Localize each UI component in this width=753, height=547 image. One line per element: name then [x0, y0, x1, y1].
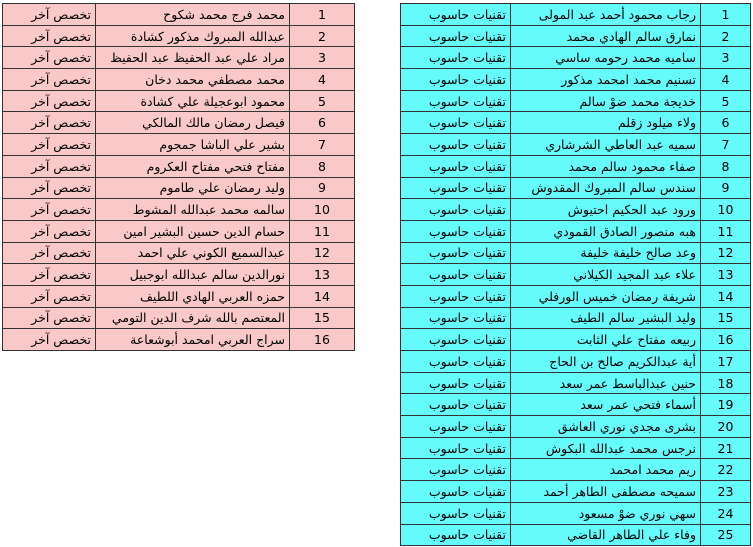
student-name-cell: هبه منصور الصادق القمودي [511, 220, 701, 242]
specialization-cell: تقنيات حاسوب [401, 134, 511, 156]
row-number-cell: 23 [701, 481, 751, 503]
table-row [401, 134, 751, 156]
table-row [401, 4, 751, 26]
student-name-cell: حنين عبدالباسط عمر سعد [511, 372, 701, 394]
student-name-cell: المعتصم بالله شرف الدين التومي [96, 307, 290, 329]
row-number-cell: 4 [290, 69, 355, 91]
student-name-cell: سهي نوري ضوْ مسعود [511, 502, 701, 524]
specialization-cell: تخصص آخر [3, 4, 96, 26]
student-name-cell: فيصل رمضان مالك المالكي [96, 112, 290, 134]
table-row [3, 90, 355, 112]
student-name-cell: بشرى مجدي نوري العاشق [511, 416, 701, 438]
row-number-cell: 11 [701, 220, 751, 242]
student-name-cell: وليد البشير سالم الطيف [511, 307, 701, 329]
table-row [401, 220, 751, 242]
table-row [401, 481, 751, 503]
table-row [401, 177, 751, 199]
specialization-cell: تخصص آخر [3, 307, 96, 329]
table-row [401, 155, 751, 177]
student-name-cell: ولاء ميلود زقلم [511, 112, 701, 134]
row-number-cell: 16 [290, 329, 355, 351]
table-body [401, 4, 751, 546]
row-number-cell: 20 [701, 416, 751, 438]
specialization-cell: تخصص آخر [3, 25, 96, 47]
table-row [401, 437, 751, 459]
table-row [3, 155, 355, 177]
student-name-cell: محمد فرج محمد شكوح [96, 4, 290, 26]
student-name-cell: صفاء محمود سالم محمد [511, 155, 701, 177]
student-name-cell: ريم محمد امحمد [511, 459, 701, 481]
specialization-cell: تقنيات حاسوب [401, 481, 511, 503]
other-specialization-table [2, 3, 355, 351]
specialization-cell: تقنيات حاسوب [401, 112, 511, 134]
row-number-cell: 19 [701, 394, 751, 416]
specialization-cell: تخصص آخر [3, 220, 96, 242]
table-row [3, 47, 355, 69]
table-row [401, 416, 751, 438]
student-name-cell: محمد مصطفي محمد دخان [96, 69, 290, 91]
student-name-cell: عبدالسميع الكوني علي احمد [96, 242, 290, 264]
row-number-cell: 25 [701, 524, 751, 546]
student-name-cell: خديجة محمد ضوْ سالم [511, 90, 701, 112]
table-row [401, 372, 751, 394]
row-number-cell: 10 [701, 199, 751, 221]
row-number-cell: 9 [701, 177, 751, 199]
row-number-cell: 9 [290, 177, 355, 199]
row-number-cell: 15 [290, 307, 355, 329]
specialization-cell: تقنيات حاسوب [401, 25, 511, 47]
specialization-cell: تخصص آخر [3, 47, 96, 69]
row-number-cell: 22 [701, 459, 751, 481]
table-row [3, 220, 355, 242]
table-row [3, 69, 355, 91]
table-body [3, 4, 355, 351]
specialization-cell: تخصص آخر [3, 134, 96, 156]
row-number-cell: 1 [290, 4, 355, 26]
row-number-cell: 11 [290, 220, 355, 242]
row-number-cell: 2 [701, 25, 751, 47]
specialization-cell: تقنيات حاسوب [401, 459, 511, 481]
specialization-cell: تقنيات حاسوب [401, 264, 511, 286]
row-number-cell: 10 [290, 199, 355, 221]
row-number-cell: 6 [701, 112, 751, 134]
specialization-cell: تقنيات حاسوب [401, 437, 511, 459]
student-name-cell: نمارق سالم الهادي محمد [511, 25, 701, 47]
table-row [401, 25, 751, 47]
row-number-cell: 12 [701, 242, 751, 264]
specialization-cell: تخصص آخر [3, 285, 96, 307]
row-number-cell: 18 [701, 372, 751, 394]
student-name-cell: عبدالله المبروك مذكور كشادة [96, 25, 290, 47]
student-name-cell: سميه عبد العاطي الشرشاري [511, 134, 701, 156]
row-number-cell: 3 [701, 47, 751, 69]
specialization-cell: تقنيات حاسوب [401, 220, 511, 242]
table-row [401, 112, 751, 134]
table-row [401, 524, 751, 546]
table-row [401, 329, 751, 351]
specialization-cell: تخصص آخر [3, 242, 96, 264]
table-row [401, 394, 751, 416]
specialization-cell: تقنيات حاسوب [401, 351, 511, 373]
row-number-cell: 17 [701, 351, 751, 373]
student-name-cell: وعد صالح خليفة خليفة [511, 242, 701, 264]
row-number-cell: 8 [701, 155, 751, 177]
specialization-cell: تقنيات حاسوب [401, 416, 511, 438]
row-number-cell: 12 [290, 242, 355, 264]
specialization-cell: تخصص آخر [3, 199, 96, 221]
specialization-cell: تقنيات حاسوب [401, 394, 511, 416]
row-number-cell: 14 [701, 285, 751, 307]
student-name-cell: أية عبدالكريم صالح بن الحاج [511, 351, 701, 373]
specialization-cell: تخصص آخر [3, 69, 96, 91]
specialization-cell: تقنيات حاسوب [401, 177, 511, 199]
row-number-cell: 7 [701, 134, 751, 156]
table-row [401, 199, 751, 221]
table-row [3, 307, 355, 329]
table-row [3, 329, 355, 351]
specialization-cell: تقنيات حاسوب [401, 199, 511, 221]
computer-tech-table [400, 3, 751, 546]
student-name-cell: وفاء علي الطاهر القاضي [511, 524, 701, 546]
student-name-cell: نرجس محمد عبدالله البكوش [511, 437, 701, 459]
specialization-cell: تقنيات حاسوب [401, 524, 511, 546]
specialization-cell: تقنيات حاسوب [401, 372, 511, 394]
student-name-cell: أسماء فتحي عمر سعد [511, 394, 701, 416]
specialization-cell: تخصص آخر [3, 329, 96, 351]
table-row [3, 242, 355, 264]
student-name-cell: سالمه محمد عبدالله المشوط [96, 199, 290, 221]
table-row [401, 307, 751, 329]
table-row [401, 502, 751, 524]
row-number-cell: 8 [290, 155, 355, 177]
student-name-cell: سميحه مصطفى الطاهر أحمد [511, 481, 701, 503]
table-row [3, 264, 355, 286]
specialization-cell: تقنيات حاسوب [401, 47, 511, 69]
student-name-cell: ساميه محمد رحومه ساسي [511, 47, 701, 69]
student-name-cell: تسنيم محمد امحمد مذكور [511, 69, 701, 91]
table-row [3, 199, 355, 221]
specialization-cell: تقنيات حاسوب [401, 285, 511, 307]
row-number-cell: 24 [701, 502, 751, 524]
specialization-cell: تخصص آخر [3, 264, 96, 286]
table-row [401, 47, 751, 69]
row-number-cell: 4 [701, 69, 751, 91]
student-name-cell: سراج العربي امحمد أبوشعاعة [96, 329, 290, 351]
student-name-cell: بشير علي الباشا جمجوم [96, 134, 290, 156]
row-number-cell: 1 [701, 4, 751, 26]
table-row [401, 69, 751, 91]
table-row [3, 285, 355, 307]
row-number-cell: 7 [290, 134, 355, 156]
specialization-cell: تخصص آخر [3, 155, 96, 177]
student-name-cell: شريفة رمضان خميس الورفلي [511, 285, 701, 307]
specialization-cell: تخصص آخر [3, 112, 96, 134]
table-row [401, 242, 751, 264]
table-row [3, 177, 355, 199]
specialization-cell: تقنيات حاسوب [401, 90, 511, 112]
student-name-cell: محمود ابوعجيلة علي كشادة [96, 90, 290, 112]
student-name-cell: حسام الدين حسين البشير امين [96, 220, 290, 242]
specialization-cell: تخصص آخر [3, 90, 96, 112]
student-name-cell: سندس سالم المبروك المقدوش [511, 177, 701, 199]
row-number-cell: 21 [701, 437, 751, 459]
table-row [401, 90, 751, 112]
student-name-cell: علاء عبد المجيد الكيلاني [511, 264, 701, 286]
table-row [401, 264, 751, 286]
specialization-cell: تقنيات حاسوب [401, 155, 511, 177]
row-number-cell: 6 [290, 112, 355, 134]
row-number-cell: 5 [701, 90, 751, 112]
row-number-cell: 5 [290, 90, 355, 112]
row-number-cell: 15 [701, 307, 751, 329]
table-row [3, 4, 355, 26]
specialization-cell: تقنيات حاسوب [401, 4, 511, 26]
student-name-cell: وليد رمضان علي طاموم [96, 177, 290, 199]
student-name-cell: مراد علي عبد الحفيظ عبد الحفيظ [96, 47, 290, 69]
row-number-cell: 13 [290, 264, 355, 286]
specialization-cell: تخصص آخر [3, 177, 96, 199]
table-row [401, 285, 751, 307]
student-name-cell: مفتاح فتحي مفتاح العكروم [96, 155, 290, 177]
row-number-cell: 16 [701, 329, 751, 351]
student-name-cell: حمزه العربي الهادي اللطيف [96, 285, 290, 307]
table-row [401, 351, 751, 373]
table-row [401, 459, 751, 481]
student-name-cell: ربيعه مفتاح علي الثابت [511, 329, 701, 351]
student-name-cell: رجاب محمود أحمد عبد المولى [511, 4, 701, 26]
specialization-cell: تقنيات حاسوب [401, 502, 511, 524]
row-number-cell: 14 [290, 285, 355, 307]
student-name-cell: نورالدين سالم عبدالله ابوجبيل [96, 264, 290, 286]
specialization-cell: تقنيات حاسوب [401, 69, 511, 91]
row-number-cell: 13 [701, 264, 751, 286]
table-row [3, 134, 355, 156]
student-name-cell: ورود عبد الحكيم احتيوش [511, 199, 701, 221]
row-number-cell: 3 [290, 47, 355, 69]
specialization-cell: تقنيات حاسوب [401, 242, 511, 264]
row-number-cell: 2 [290, 25, 355, 47]
table-row [3, 112, 355, 134]
table-row [3, 25, 355, 47]
specialization-cell: تقنيات حاسوب [401, 307, 511, 329]
specialization-cell: تقنيات حاسوب [401, 329, 511, 351]
